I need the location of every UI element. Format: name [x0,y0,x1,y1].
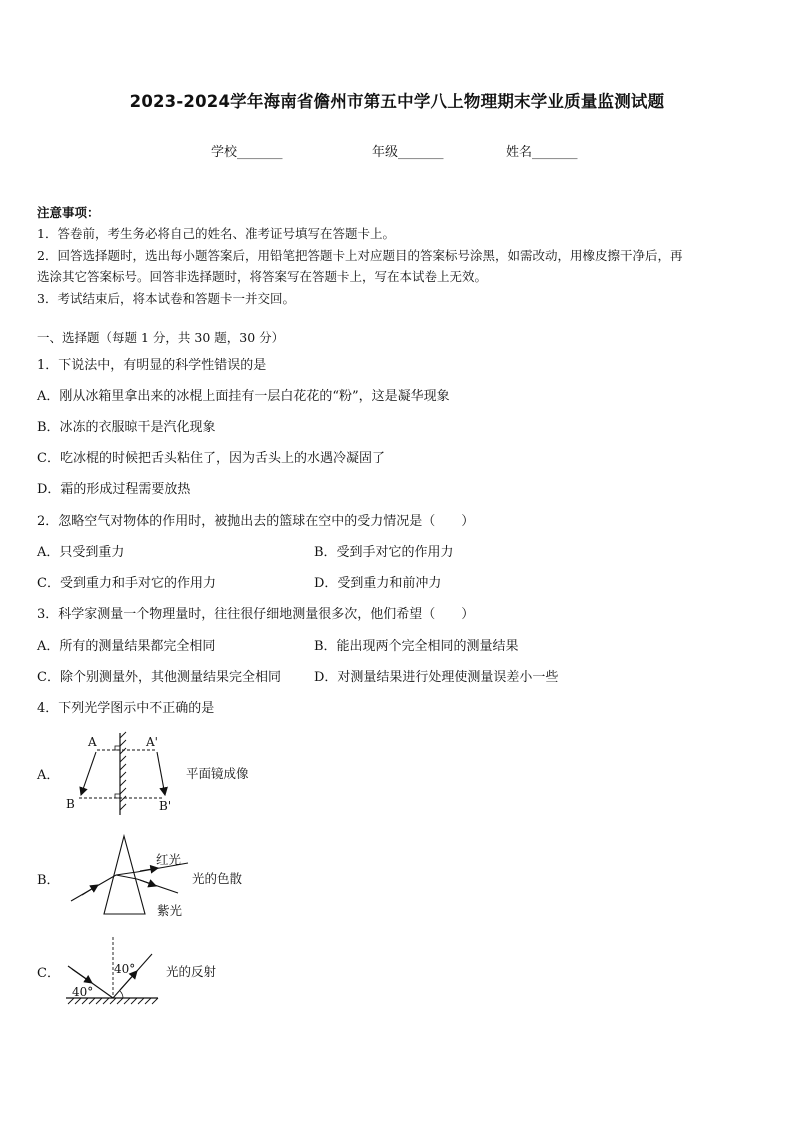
q2-option-a[interactable]: A．只受到重力 [37,545,125,560]
notes-heading: 注意事项： [37,205,100,220]
violet-light-label: 紫光 [157,903,183,918]
name-field[interactable]: 姓名_______ [506,145,578,160]
object-arrow [81,752,96,795]
label-b-prime: B' [159,799,172,813]
q1-option-d[interactable]: D．霜的形成过程需要放热 [37,482,191,497]
q2-option-c[interactable]: C．受到重力和手对它的作用力 [37,576,216,591]
q3-option-b[interactable]: B．能出现两个完全相同的测量结果 [314,639,519,654]
prism-dispersion-diagram [71,836,188,914]
q2-option-d[interactable]: D．受到重力和前冲力 [314,576,442,591]
q1-option-a[interactable]: A．刚从冰箱里拿出来的冰棍上面挂有一层白花花的“粉”，这是凝华现象 [37,389,450,404]
q3-option-a[interactable]: A．所有的测量结果都完全相同 [37,639,216,654]
q4-b-caption: 光的色散 [192,871,243,886]
refracted-violet [116,875,137,879]
question-1-stem: 1．下说法中，有明显的科学性错误的是 [37,358,267,373]
red-light-label: 红光 [156,852,182,867]
angle-arc [120,991,123,998]
prism [104,836,145,914]
q4-a-caption: 平面镜成像 [186,766,249,781]
question-2-stem: 2．忽略空气对物体的作用时，被抛出去的篮球在空中的受力情况是（ ） [37,514,475,529]
q4-option-b[interactable]: B． [37,873,60,888]
question-4-stem: 4．下列光学图示中不正确的是 [37,701,215,716]
q1-option-c[interactable]: C．吃冰棍的时候把舌头粘住了，因为舌头上的水遇冷凝固了 [37,451,385,466]
note-item: 2．回答选择题时，选出每小题答案后，用铅笔把答题卡上对应题目的答案标号涂黑，如需改动，用橡皮擦干净后，再 [37,248,683,263]
angle-label-reflection: 40° [114,962,136,976]
label-b: B [66,797,75,811]
note-item: 选涂其它答案标号。回答非选择题时，将答案写在答题卡上，写在本试卷上无效。 [37,269,488,284]
grade-field[interactable]: 年级_______ [372,145,444,160]
label-a-prime: A' [146,735,158,749]
q4-option-a[interactable]: A． [37,768,60,783]
label-a: A [88,735,97,749]
reflection-diagram [66,937,158,1004]
right-angle-mark [115,794,120,798]
angle-label-incidence: 40° [72,985,94,999]
q4-c-caption: 光的反射 [166,964,217,979]
note-item: 3．考试结束后，将本试卷和答题卡一并交回。 [37,291,295,306]
q3-option-d[interactable]: D．对测量结果进行处理使测量误差小一些 [314,670,559,685]
note-item: 1．答卷前，考生务必将自己的姓名、准考证号填写在答题卡上。 [37,226,395,241]
school-field[interactable]: 学校_______ [211,145,283,160]
image-arrow [157,752,165,795]
section-heading: 一、选择题（每题 1 分，共 30 题，30 分） [37,330,285,345]
right-angle-mark [115,746,120,750]
q2-option-b[interactable]: B．受到手对它的作用力 [314,545,454,560]
question-3-stem: 3．科学家测量一个物理量时，往往很仔细地测量很多次，他们希望（ ） [37,607,475,622]
page-title: 2023-2024学年海南省儋州市第五中学八上物理期末学业质量监测试题 [129,92,665,111]
plane-mirror-diagram [66,732,171,815]
q1-option-b[interactable]: B．冰冻的衣服晾干是汽化现象 [37,420,216,435]
q4-option-c[interactable]: C． [37,966,60,981]
q3-option-c[interactable]: C．除个别测量外，其他测量结果完全相同 [37,670,281,685]
